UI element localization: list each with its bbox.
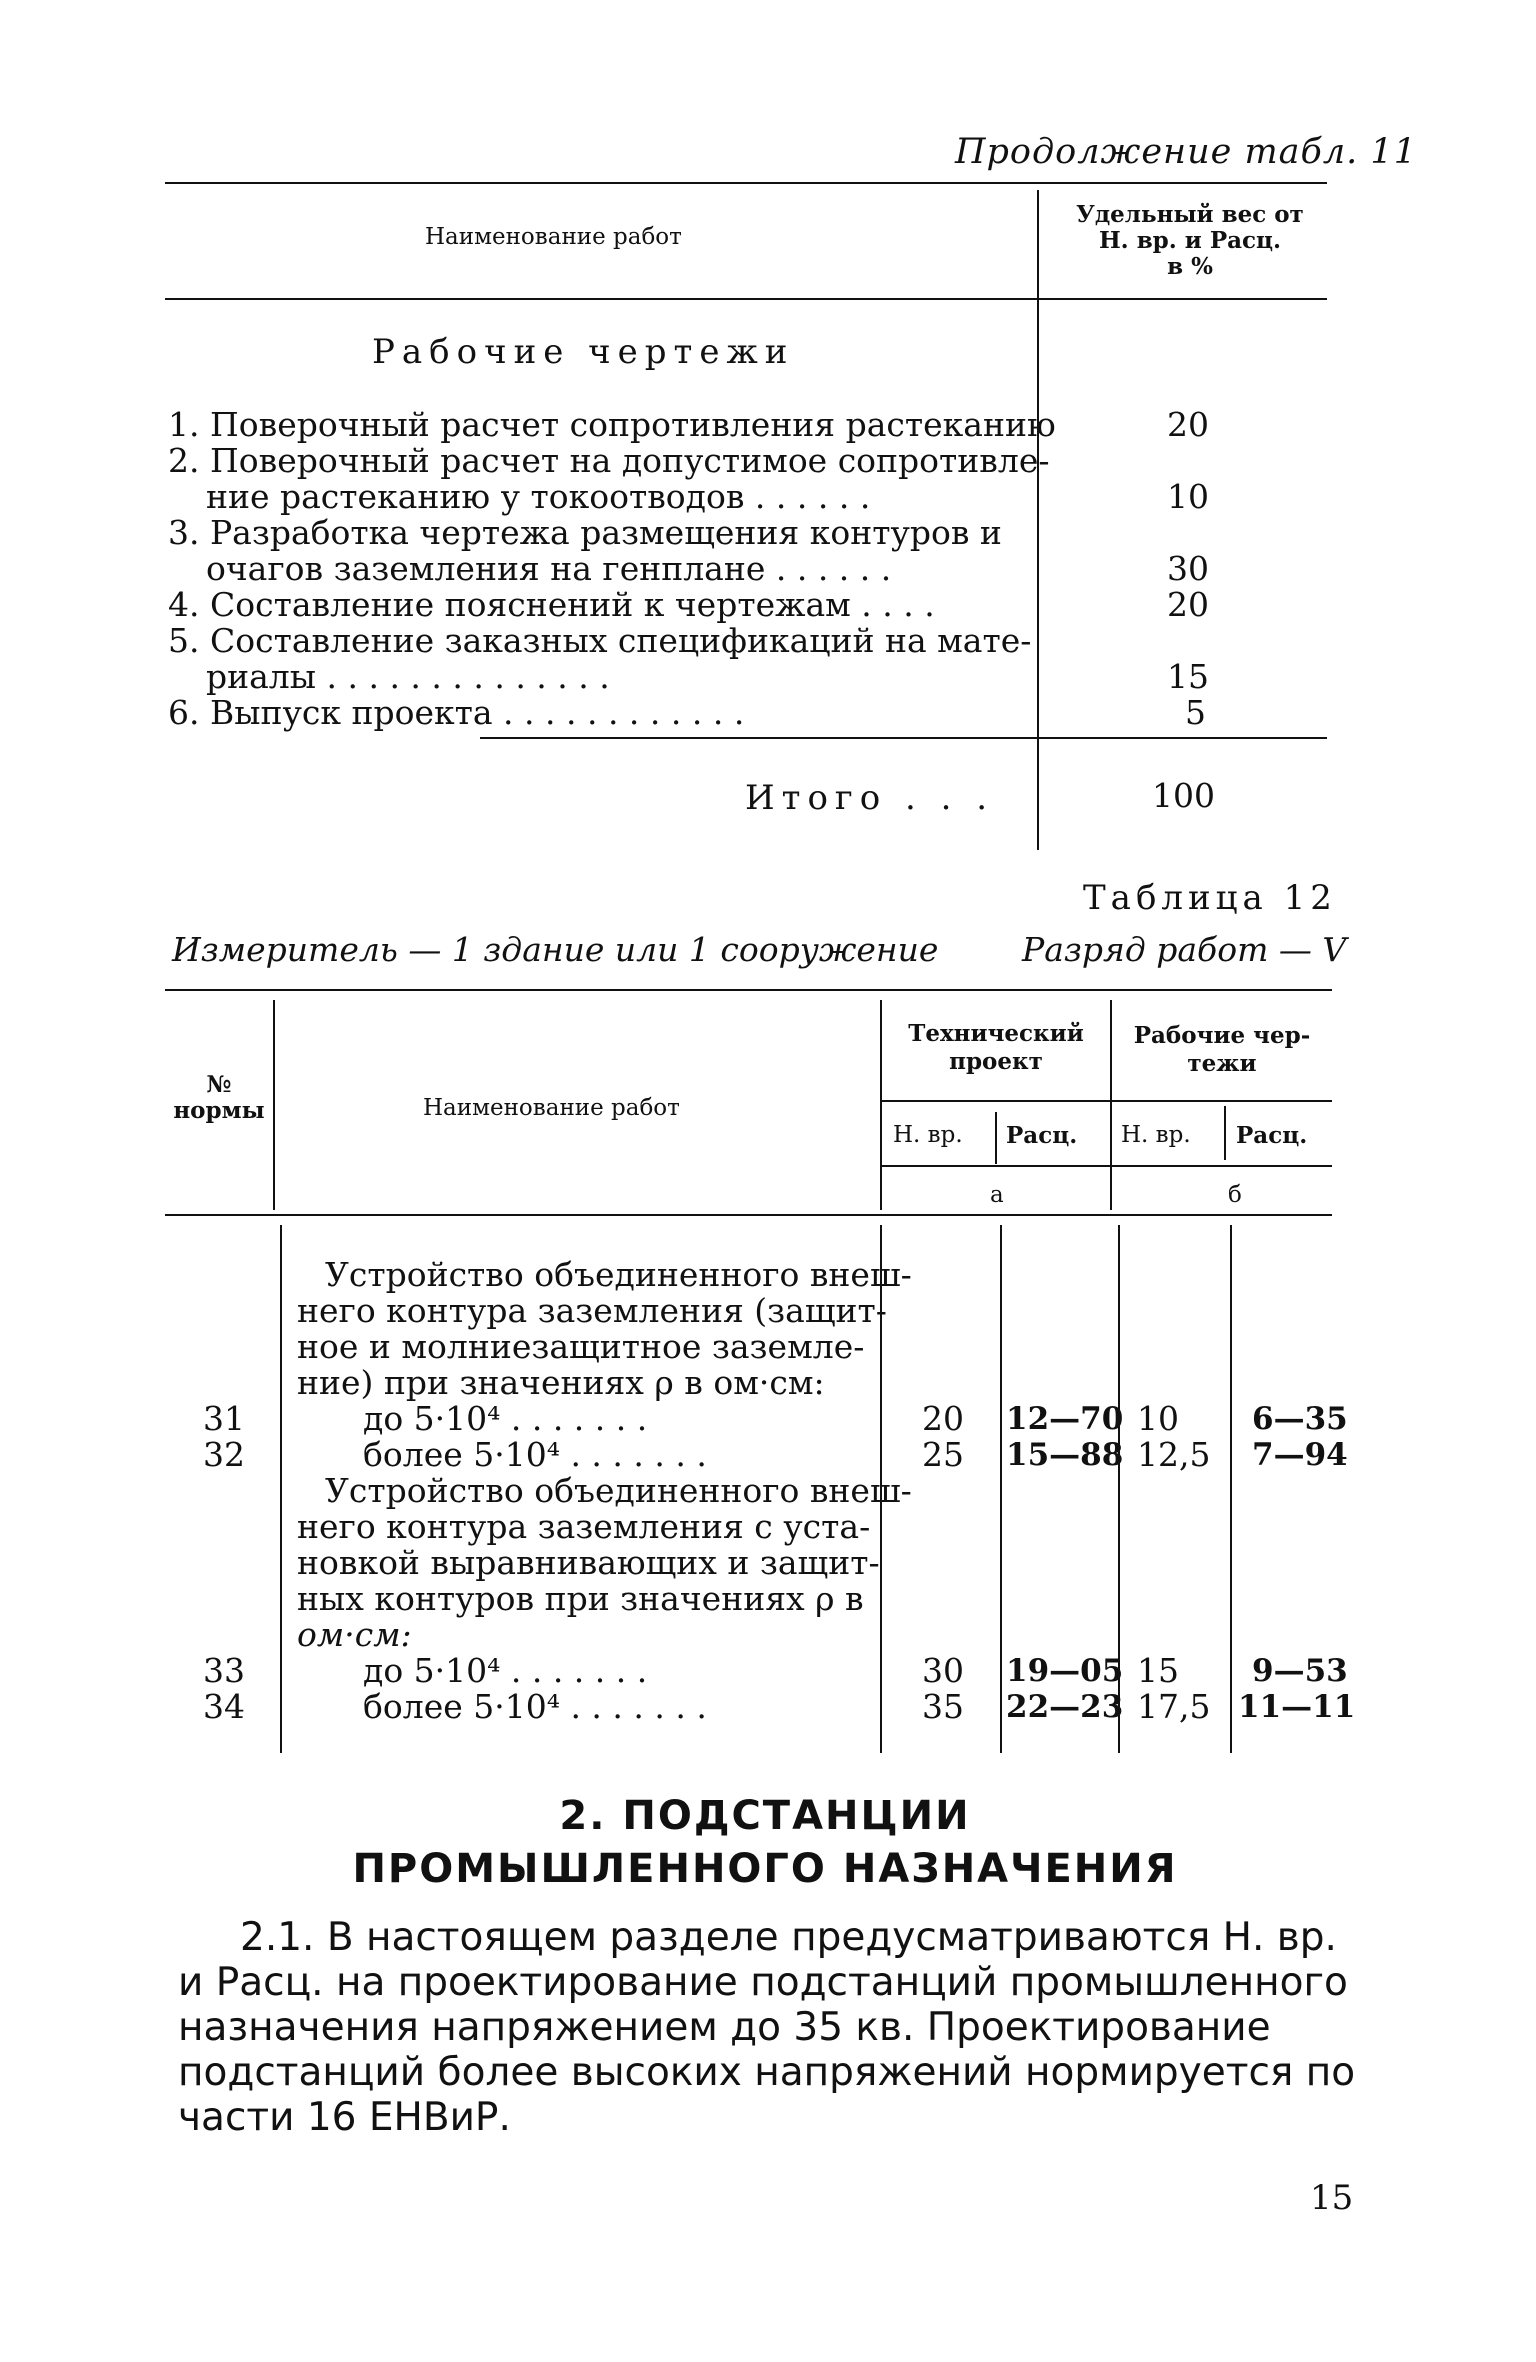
table11-row-3a: 3. Разработка чертежа размещения контуров и: [168, 513, 1002, 552]
table12-b-nvr-34: 17,5: [1137, 1687, 1211, 1726]
table11-value-6: 5: [1185, 693, 1206, 732]
table12-b-nvr-31: 10: [1137, 1399, 1179, 1438]
num-line-2: нормы: [173, 1097, 265, 1124]
table12-a-rasc-34: 22—23: [1006, 1689, 1124, 1725]
table11-total-value: 100: [1152, 776, 1215, 815]
table11-top-rule: [165, 182, 1327, 184]
table11-value-1: 20: [1167, 405, 1209, 444]
para-line-2: и Расц. на проектирование подстанций промышленного: [178, 1960, 1348, 2005]
table12-vline-sub-a: [995, 1112, 997, 1164]
table11-total-rule: [480, 737, 1327, 739]
table12-b-rasc-34: 11—11: [1238, 1689, 1356, 1725]
table12-intro2-line3: новкой выравнивающих и защит-: [297, 1543, 880, 1582]
section-paragraph: [178, 1915, 1355, 2140]
table12-body-vline-b: [1230, 1225, 1232, 1753]
share-line-1: Удельный вес от: [1076, 201, 1304, 228]
table12-body-vline-a: [1000, 1225, 1002, 1753]
table11-value-5: 15: [1167, 657, 1209, 696]
table11-row-5b: риалы . . . . . . . . . . . . . .: [206, 657, 610, 696]
table12-label-31: до 5·10⁴ . . . . . . .: [363, 1399, 648, 1438]
table12-label-34: более 5·10⁴ . . . . . . .: [363, 1687, 707, 1726]
table11-header-name: Наименование работ: [425, 224, 682, 250]
table12-sub-a-rasc: Расц.: [1006, 1122, 1078, 1149]
table11-row-5a: 5. Составление заказных спецификаций на мате-: [168, 621, 1032, 660]
table12-meter: Измеритель — 1 здание или 1 сооружение: [172, 930, 939, 969]
table11-row-2a: 2. Поверочный расчет на допустимое сопротивле-: [168, 441, 1050, 480]
table12-intro2-line5: ом·см:: [297, 1615, 412, 1654]
table12-intro2-line1: Устройство объединенного внеш-: [325, 1471, 912, 1510]
group-b-line-2: тежи: [1187, 1050, 1257, 1077]
table11-value-4: 20: [1167, 585, 1209, 624]
table11-row-6: 6. Выпуск проекта . . . . . . . . . . . .: [168, 693, 745, 732]
para-line-4: подстанций более высоких напряжений нормируется по: [178, 2050, 1356, 2095]
table12-sub-b-rasc: Расц.: [1236, 1122, 1308, 1149]
table12-label-32: более 5·10⁴ . . . . . . .: [363, 1435, 707, 1474]
table12-a-nvr-31: 20: [922, 1399, 964, 1438]
table12-intro1-line2: него контура заземления (защит-: [297, 1291, 887, 1330]
table12-letter-a: а: [990, 1182, 1004, 1208]
table12-b-rasc-31: 6—35: [1252, 1401, 1348, 1437]
page-number: 15: [1310, 2178, 1354, 2218]
table12-num-31: 31: [203, 1399, 245, 1438]
section-heading-1: 2. ПОДСТАНЦИИ: [559, 1793, 971, 1839]
table11-section-title: Рабочие чертежи: [372, 332, 795, 372]
table12-grade: Разряд работ — V: [1022, 930, 1347, 969]
group-a-line-1: Технический: [908, 1020, 1084, 1047]
table12-body-vline-num: [280, 1225, 282, 1753]
table11-total-label: Итого . . .: [745, 778, 995, 818]
table11-row-4: 4. Составление пояснений к чертежам . . . .: [168, 585, 935, 624]
table12-b-nvr-32: 12,5: [1137, 1435, 1211, 1474]
table12-a-rasc-31: 12—70: [1006, 1401, 1124, 1437]
table12-top-rule: [165, 989, 1332, 991]
table12-a-nvr-34: 35: [922, 1687, 964, 1726]
table11-header-rule: [165, 298, 1327, 300]
share-line-3: в %: [1167, 253, 1213, 280]
table12-label-33: до 5·10⁴ . . . . . . .: [363, 1651, 648, 1690]
table12-num-32: 32: [203, 1435, 245, 1474]
table12-header-rule: [165, 1214, 1332, 1216]
para-line-1: 2.1. В настоящем разделе предусматриваются Н. вр.: [240, 1915, 1337, 1960]
table12-group-b: [1112, 1022, 1332, 1078]
group-b-line-1: Рабочие чер-: [1133, 1022, 1311, 1049]
table11-row-3b: очагов заземления на генплане . . . . . .: [206, 549, 892, 588]
table12-header-name: Наименование работ: [423, 1095, 680, 1121]
table11-caption: Продолжение табл. 11: [955, 132, 1417, 172]
table11-row-2b: ние растеканию у токоотводов . . . . . .: [206, 477, 871, 516]
table12-header-num: [165, 1072, 273, 1124]
table12-num-33: 33: [203, 1651, 245, 1690]
para-line-5: части 16 ЕНВиР.: [178, 2095, 511, 2140]
table11-value-3: 30: [1167, 549, 1209, 588]
table12-vline-sub-b: [1224, 1106, 1226, 1160]
table12-num-34: 34: [203, 1687, 245, 1726]
table12-a-nvr-33: 30: [922, 1651, 964, 1690]
table12-intro1-line3: ное и молниезащитное заземле-: [297, 1327, 865, 1366]
table12-sub-b-nvr: Н. вр.: [1121, 1122, 1191, 1148]
table12-a-rasc-32: 15—88: [1006, 1437, 1124, 1473]
table12-intro1-line4: ние) при значениях ρ в ом·см:: [297, 1363, 825, 1402]
table12-intro2-line2: него контура заземления с уста-: [297, 1507, 871, 1546]
table12-b-nvr-33: 15: [1137, 1651, 1179, 1690]
table12-intro2-line4: ных контуров при значениях ρ в: [297, 1579, 864, 1618]
table11-row-1: 1. Поверочный расчет сопротивления растеканию: [168, 405, 1056, 444]
table12-letter-b: б: [1228, 1182, 1242, 1208]
table12-vline-num: [273, 1000, 275, 1210]
table11-col-divider: [1037, 190, 1039, 850]
table12-a-rasc-33: 19—05: [1006, 1653, 1124, 1689]
group-a-line-2: проект: [949, 1048, 1043, 1075]
table12-b-rasc-33: 9—53: [1252, 1653, 1348, 1689]
num-line-1: №: [206, 1071, 232, 1098]
table12-group-a: [882, 1020, 1110, 1076]
share-line-2: Н. вр. и Расц.: [1098, 227, 1282, 254]
table11-header-share: [1050, 202, 1330, 280]
table12-intro1-line1: Устройство объединенного внеш-: [325, 1255, 912, 1294]
table11-value-2: 10: [1167, 477, 1209, 516]
table12-b-rasc-32: 7—94: [1252, 1437, 1348, 1473]
table12-sub-a-nvr: Н. вр.: [893, 1122, 963, 1148]
table12-group-rule: [882, 1100, 1332, 1102]
table12-title: Таблица 12: [1083, 878, 1337, 918]
table12-sub-rule: [882, 1165, 1332, 1167]
para-line-3: назначения напряжением до 35 кв. Проектирование: [178, 2005, 1271, 2050]
section-heading-2: ПРОМЫШЛЕННОГО НАЗНАЧЕНИЯ: [352, 1846, 1178, 1892]
table12-a-nvr-32: 25: [922, 1435, 964, 1474]
